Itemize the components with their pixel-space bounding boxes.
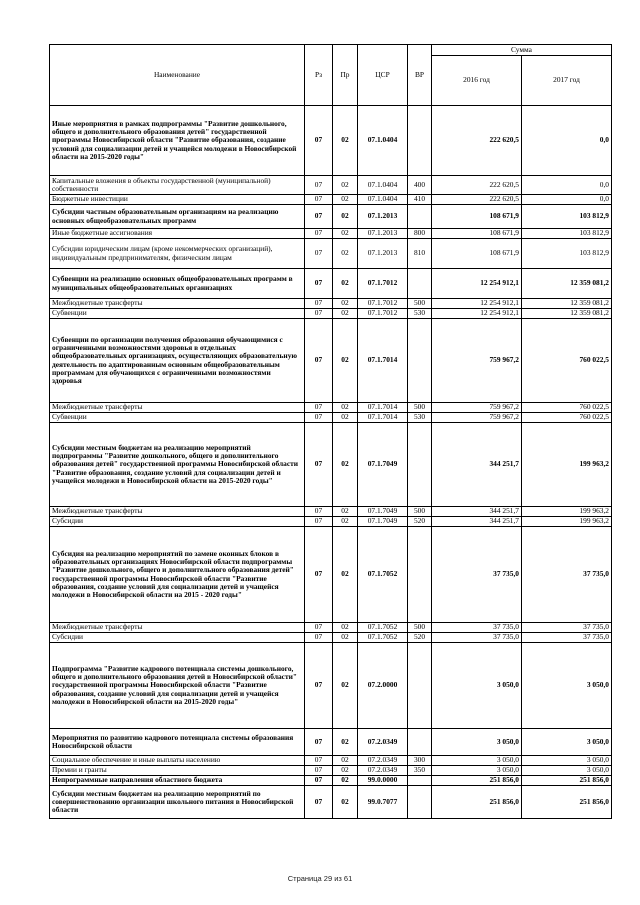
header-pr: Пр: [333, 45, 358, 106]
row-pr: 02: [333, 229, 358, 239]
row-csr: 07.1.2013: [358, 229, 408, 239]
table-row: [50, 239, 612, 269]
row-name: Субсидии юридическим лицам (кроме некоммерческих организаций), индивидуальным предпринимателям, физическим лицам: [50, 239, 305, 269]
row-sum-2016: 108 671,9: [432, 229, 522, 239]
table-row: [50, 623, 612, 633]
table-row: [50, 229, 612, 239]
row-name: Непрограммные направления областного бюджета: [50, 776, 305, 786]
row-sum-2016: 3 050,0: [432, 729, 522, 756]
table-header: [50, 45, 612, 106]
row-vr: 500: [408, 507, 432, 517]
row-vr: [408, 527, 432, 623]
row-sum-2016: 37 735,0: [432, 527, 522, 623]
row-sum-2017: 3 050,0: [522, 643, 612, 729]
row-rz: 07: [305, 623, 333, 633]
table-row: [50, 319, 612, 403]
row-sum-2016: 759 967,2: [432, 319, 522, 403]
row-vr: 300: [408, 756, 432, 766]
table-row: [50, 269, 612, 299]
row-pr: 02: [333, 633, 358, 643]
row-name: Капитальные вложения в объекты государственной (муниципальной) собственности: [50, 176, 305, 195]
row-sum-2016: 12 254 912,1: [432, 269, 522, 299]
row-rz: 07: [305, 299, 333, 309]
row-rz: 07: [305, 403, 333, 413]
row-sum-2017: 199 963,2: [522, 517, 612, 527]
row-pr: 02: [333, 729, 358, 756]
row-sum-2016: 344 251,7: [432, 517, 522, 527]
row-vr: 530: [408, 309, 432, 319]
table-row: [50, 756, 612, 766]
row-csr: 07.1.7012: [358, 269, 408, 299]
row-pr: 02: [333, 766, 358, 776]
row-pr: 02: [333, 756, 358, 766]
row-csr: 07.2.0349: [358, 756, 408, 766]
row-sum-2016: 12 254 912,1: [432, 299, 522, 309]
row-name: Премии и гранты: [50, 766, 305, 776]
row-vr: 500: [408, 623, 432, 633]
table-row: [50, 766, 612, 776]
row-vr: [408, 776, 432, 786]
row-sum-2017: 12 359 081,2: [522, 269, 612, 299]
row-sum-2017: 760 022,5: [522, 413, 612, 423]
row-rz: 07: [305, 195, 333, 205]
row-csr: 07.1.0404: [358, 195, 408, 205]
header-2016: 2016 год: [432, 56, 522, 106]
row-csr: 07.1.2013: [358, 205, 408, 229]
row-sum-2016: 344 251,7: [432, 507, 522, 517]
row-name: Иные мероприятия в рамках подпрограммы "Развитие дошкольного, общего и дополнительного образования детей" государственной программы Новосибирской области "Развитие образования, создание условий для социализации детей и учащейся молодежи в Новосибирской области на 2015-2020 годы": [50, 106, 305, 176]
table-row: [50, 205, 612, 229]
row-sum-2017: 199 963,2: [522, 507, 612, 517]
row-pr: 02: [333, 106, 358, 176]
row-sum-2016: 37 735,0: [432, 623, 522, 633]
row-rz: 07: [305, 507, 333, 517]
row-sum-2017: 0,0: [522, 176, 612, 195]
row-sum-2017: 103 812,9: [522, 239, 612, 269]
row-sum-2017: 37 735,0: [522, 527, 612, 623]
row-vr: [408, 786, 432, 819]
row-name: Межбюджетные трансферты: [50, 403, 305, 413]
row-sum-2016: 759 967,2: [432, 413, 522, 423]
table-row: [50, 643, 612, 729]
table-row: [50, 176, 612, 195]
row-csr: 07.1.7012: [358, 309, 408, 319]
row-csr: 07.1.7052: [358, 623, 408, 633]
table-row: [50, 309, 612, 319]
row-csr: 07.1.7014: [358, 413, 408, 423]
row-pr: 02: [333, 205, 358, 229]
row-sum-2017: 3 050,0: [522, 756, 612, 766]
row-name: Субвенции: [50, 413, 305, 423]
row-name: Субсидии: [50, 517, 305, 527]
table-row: [50, 729, 612, 756]
row-rz: 07: [305, 269, 333, 299]
row-csr: 07.1.7052: [358, 633, 408, 643]
row-rz: 07: [305, 239, 333, 269]
row-vr: [408, 106, 432, 176]
header-2017: 2017 год: [522, 56, 612, 106]
header-rz: Рз: [305, 45, 333, 106]
row-vr: 400: [408, 176, 432, 195]
row-vr: 520: [408, 633, 432, 643]
table-row: [50, 403, 612, 413]
row-vr: [408, 205, 432, 229]
row-rz: 07: [305, 319, 333, 403]
table-row: [50, 517, 612, 527]
row-pr: 02: [333, 299, 358, 309]
row-rz: 07: [305, 309, 333, 319]
row-name: Субсидии частным образовательным организациям на реализацию основных общеобразовательных программ: [50, 205, 305, 229]
row-rz: 07: [305, 205, 333, 229]
row-sum-2017: 3 050,0: [522, 766, 612, 776]
row-sum-2017: 251 856,0: [522, 776, 612, 786]
row-name: Субсидии местным бюджетам на реализацию мероприятий подпрограммы "Развитие дошкольного, общего и дополнительного образования детей" государственной программы Новосибирской области "Развитие образования, создание условий для социализации детей и учащейся молодежи в Новосибирской области на 2015-2020 годы": [50, 423, 305, 507]
row-csr: 99.0.0000: [358, 776, 408, 786]
row-name: Бюджетные инвестиции: [50, 195, 305, 205]
row-sum-2016: 12 254 912,1: [432, 309, 522, 319]
row-rz: 07: [305, 633, 333, 643]
row-sum-2017: 37 735,0: [522, 633, 612, 643]
row-sum-2016: 108 671,9: [432, 205, 522, 229]
row-csr: 07.1.7012: [358, 299, 408, 309]
row-pr: 02: [333, 517, 358, 527]
row-pr: 02: [333, 507, 358, 517]
row-rz: 07: [305, 176, 333, 195]
row-vr: 500: [408, 403, 432, 413]
table-row: [50, 633, 612, 643]
row-csr: 07.1.7014: [358, 403, 408, 413]
row-name: Межбюджетные трансферты: [50, 299, 305, 309]
table-row: [50, 786, 612, 819]
row-pr: 02: [333, 269, 358, 299]
table-body: [50, 106, 612, 819]
table-row: [50, 413, 612, 423]
row-pr: 02: [333, 786, 358, 819]
row-sum-2017: 3 050,0: [522, 729, 612, 756]
row-csr: 07.1.7049: [358, 507, 408, 517]
row-vr: 810: [408, 239, 432, 269]
row-pr: 02: [333, 403, 358, 413]
row-rz: 07: [305, 643, 333, 729]
row-csr: 07.1.0404: [358, 106, 408, 176]
header-vr: ВР: [408, 45, 432, 106]
row-pr: 02: [333, 195, 358, 205]
row-csr: 07.1.0404: [358, 176, 408, 195]
row-sum-2017: 199 963,2: [522, 423, 612, 507]
row-vr: 500: [408, 299, 432, 309]
row-pr: 02: [333, 423, 358, 507]
row-name: Мероприятия по развитию кадрового потенциала системы образования Новосибирской области: [50, 729, 305, 756]
row-pr: 02: [333, 776, 358, 786]
row-rz: 07: [305, 766, 333, 776]
row-rz: 07: [305, 413, 333, 423]
row-sum-2017: 12 359 081,2: [522, 299, 612, 309]
page-number: Страница 29 из 61: [287, 874, 353, 883]
row-rz: 07: [305, 729, 333, 756]
row-vr: [408, 643, 432, 729]
row-csr: 07.2.0349: [358, 766, 408, 776]
row-sum-2016: 3 050,0: [432, 756, 522, 766]
row-pr: 02: [333, 239, 358, 269]
row-vr: [408, 319, 432, 403]
row-sum-2016: 759 967,2: [432, 403, 522, 413]
row-csr: 07.1.7049: [358, 423, 408, 507]
row-sum-2016: 222 620,5: [432, 195, 522, 205]
row-name: Межбюджетные трансферты: [50, 623, 305, 633]
row-name: Подпрограмма "Развитие кадрового потенциала системы дошкольного, общего и дополнительного образования детей в Новосибирской области" государственной программы Новосибирской области "Развитие образования, создание условий для социализации детей и учащейся молодежи в Новосибирской области на 2015-2020 годы": [50, 643, 305, 729]
row-sum-2017: 251 856,0: [522, 786, 612, 819]
row-pr: 02: [333, 319, 358, 403]
header-sum: Сумма: [432, 45, 612, 56]
row-csr: 07.2.0349: [358, 729, 408, 756]
row-sum-2016: 222 620,5: [432, 176, 522, 195]
row-pr: 02: [333, 413, 358, 423]
row-pr: 02: [333, 527, 358, 623]
row-name: Субсидии: [50, 633, 305, 643]
row-name: Субсидии местным бюджетам на реализацию мероприятий по совершенствованию организации школьного питания в Новосибирской области: [50, 786, 305, 819]
header-name: Наименование: [50, 45, 305, 106]
row-sum-2016: 108 671,9: [432, 239, 522, 269]
row-sum-2016: 251 856,0: [432, 786, 522, 819]
row-sum-2017: 37 735,0: [522, 623, 612, 633]
row-sum-2017: 760 022,5: [522, 403, 612, 413]
row-csr: 99.0.7077: [358, 786, 408, 819]
row-csr: 07.1.2013: [358, 239, 408, 269]
row-csr: 07.1.7014: [358, 319, 408, 403]
row-sum-2016: 344 251,7: [432, 423, 522, 507]
row-rz: 07: [305, 106, 333, 176]
row-sum-2017: 103 812,9: [522, 229, 612, 239]
row-rz: 07: [305, 527, 333, 623]
row-sum-2016: 251 856,0: [432, 776, 522, 786]
row-name: Межбюджетные трансферты: [50, 507, 305, 517]
table-row: [50, 527, 612, 623]
row-vr: 410: [408, 195, 432, 205]
table-row: [50, 299, 612, 309]
row-rz: 07: [305, 423, 333, 507]
row-sum-2017: 0,0: [522, 195, 612, 205]
row-rz: 07: [305, 229, 333, 239]
row-rz: 07: [305, 517, 333, 527]
row-rz: 07: [305, 786, 333, 819]
table-row: [50, 195, 612, 205]
table-row: [50, 106, 612, 176]
row-sum-2017: 0,0: [522, 106, 612, 176]
row-csr: 07.2.0000: [358, 643, 408, 729]
row-name: Субвенции: [50, 309, 305, 319]
table-row: [50, 776, 612, 786]
row-name: Субвенции на реализацию основных общеобразовательных программ в муниципальных общеобразовательных организациях: [50, 269, 305, 299]
row-sum-2016: 3 050,0: [432, 643, 522, 729]
row-name: Иные бюджетные ассигнования: [50, 229, 305, 239]
row-name: Субсидия на реализацию мероприятий по замене оконных блоков в образовательных организациях Новосибирской области подпрограммы "Развитие дошкольного, общего и дополнительного образования детей" государственной программы Новосибирской области "Развитие образования, создание условий для социализации детей и учащейся молодежи в Новосибирской области на 2015 - 2020 годы": [50, 527, 305, 623]
row-pr: 02: [333, 309, 358, 319]
table-row: [50, 507, 612, 517]
row-rz: 07: [305, 756, 333, 766]
row-name: Социальное обеспечение и иные выплаты населению: [50, 756, 305, 766]
row-sum-2016: 3 050,0: [432, 766, 522, 776]
row-vr: 530: [408, 413, 432, 423]
budget-table: [49, 44, 612, 819]
row-name: Субвенции по организации получения образования обучающимися с ограниченными возможностями здоровья в отдельных общеобразовательных организациях, осуществляющих образовательную деятельность по адаптированным основным общеобразовательным программам для обучающихся с ограниченными возможностями здоровья: [50, 319, 305, 403]
row-csr: 07.1.7049: [358, 517, 408, 527]
row-vr: 520: [408, 517, 432, 527]
row-vr: [408, 269, 432, 299]
row-pr: 02: [333, 623, 358, 633]
row-sum-2017: 103 812,9: [522, 205, 612, 229]
table-row: [50, 423, 612, 507]
row-pr: 02: [333, 643, 358, 729]
row-sum-2017: 12 359 081,2: [522, 309, 612, 319]
row-csr: 07.1.7052: [358, 527, 408, 623]
row-vr: [408, 423, 432, 507]
row-sum-2017: 760 022,5: [522, 319, 612, 403]
row-sum-2016: 37 735,0: [432, 633, 522, 643]
row-vr: 800: [408, 229, 432, 239]
row-rz: 07: [305, 776, 333, 786]
row-vr: [408, 729, 432, 756]
row-pr: 02: [333, 176, 358, 195]
row-vr: 350: [408, 766, 432, 776]
header-csr: ЦСР: [358, 45, 408, 106]
row-sum-2016: 222 620,5: [432, 106, 522, 176]
